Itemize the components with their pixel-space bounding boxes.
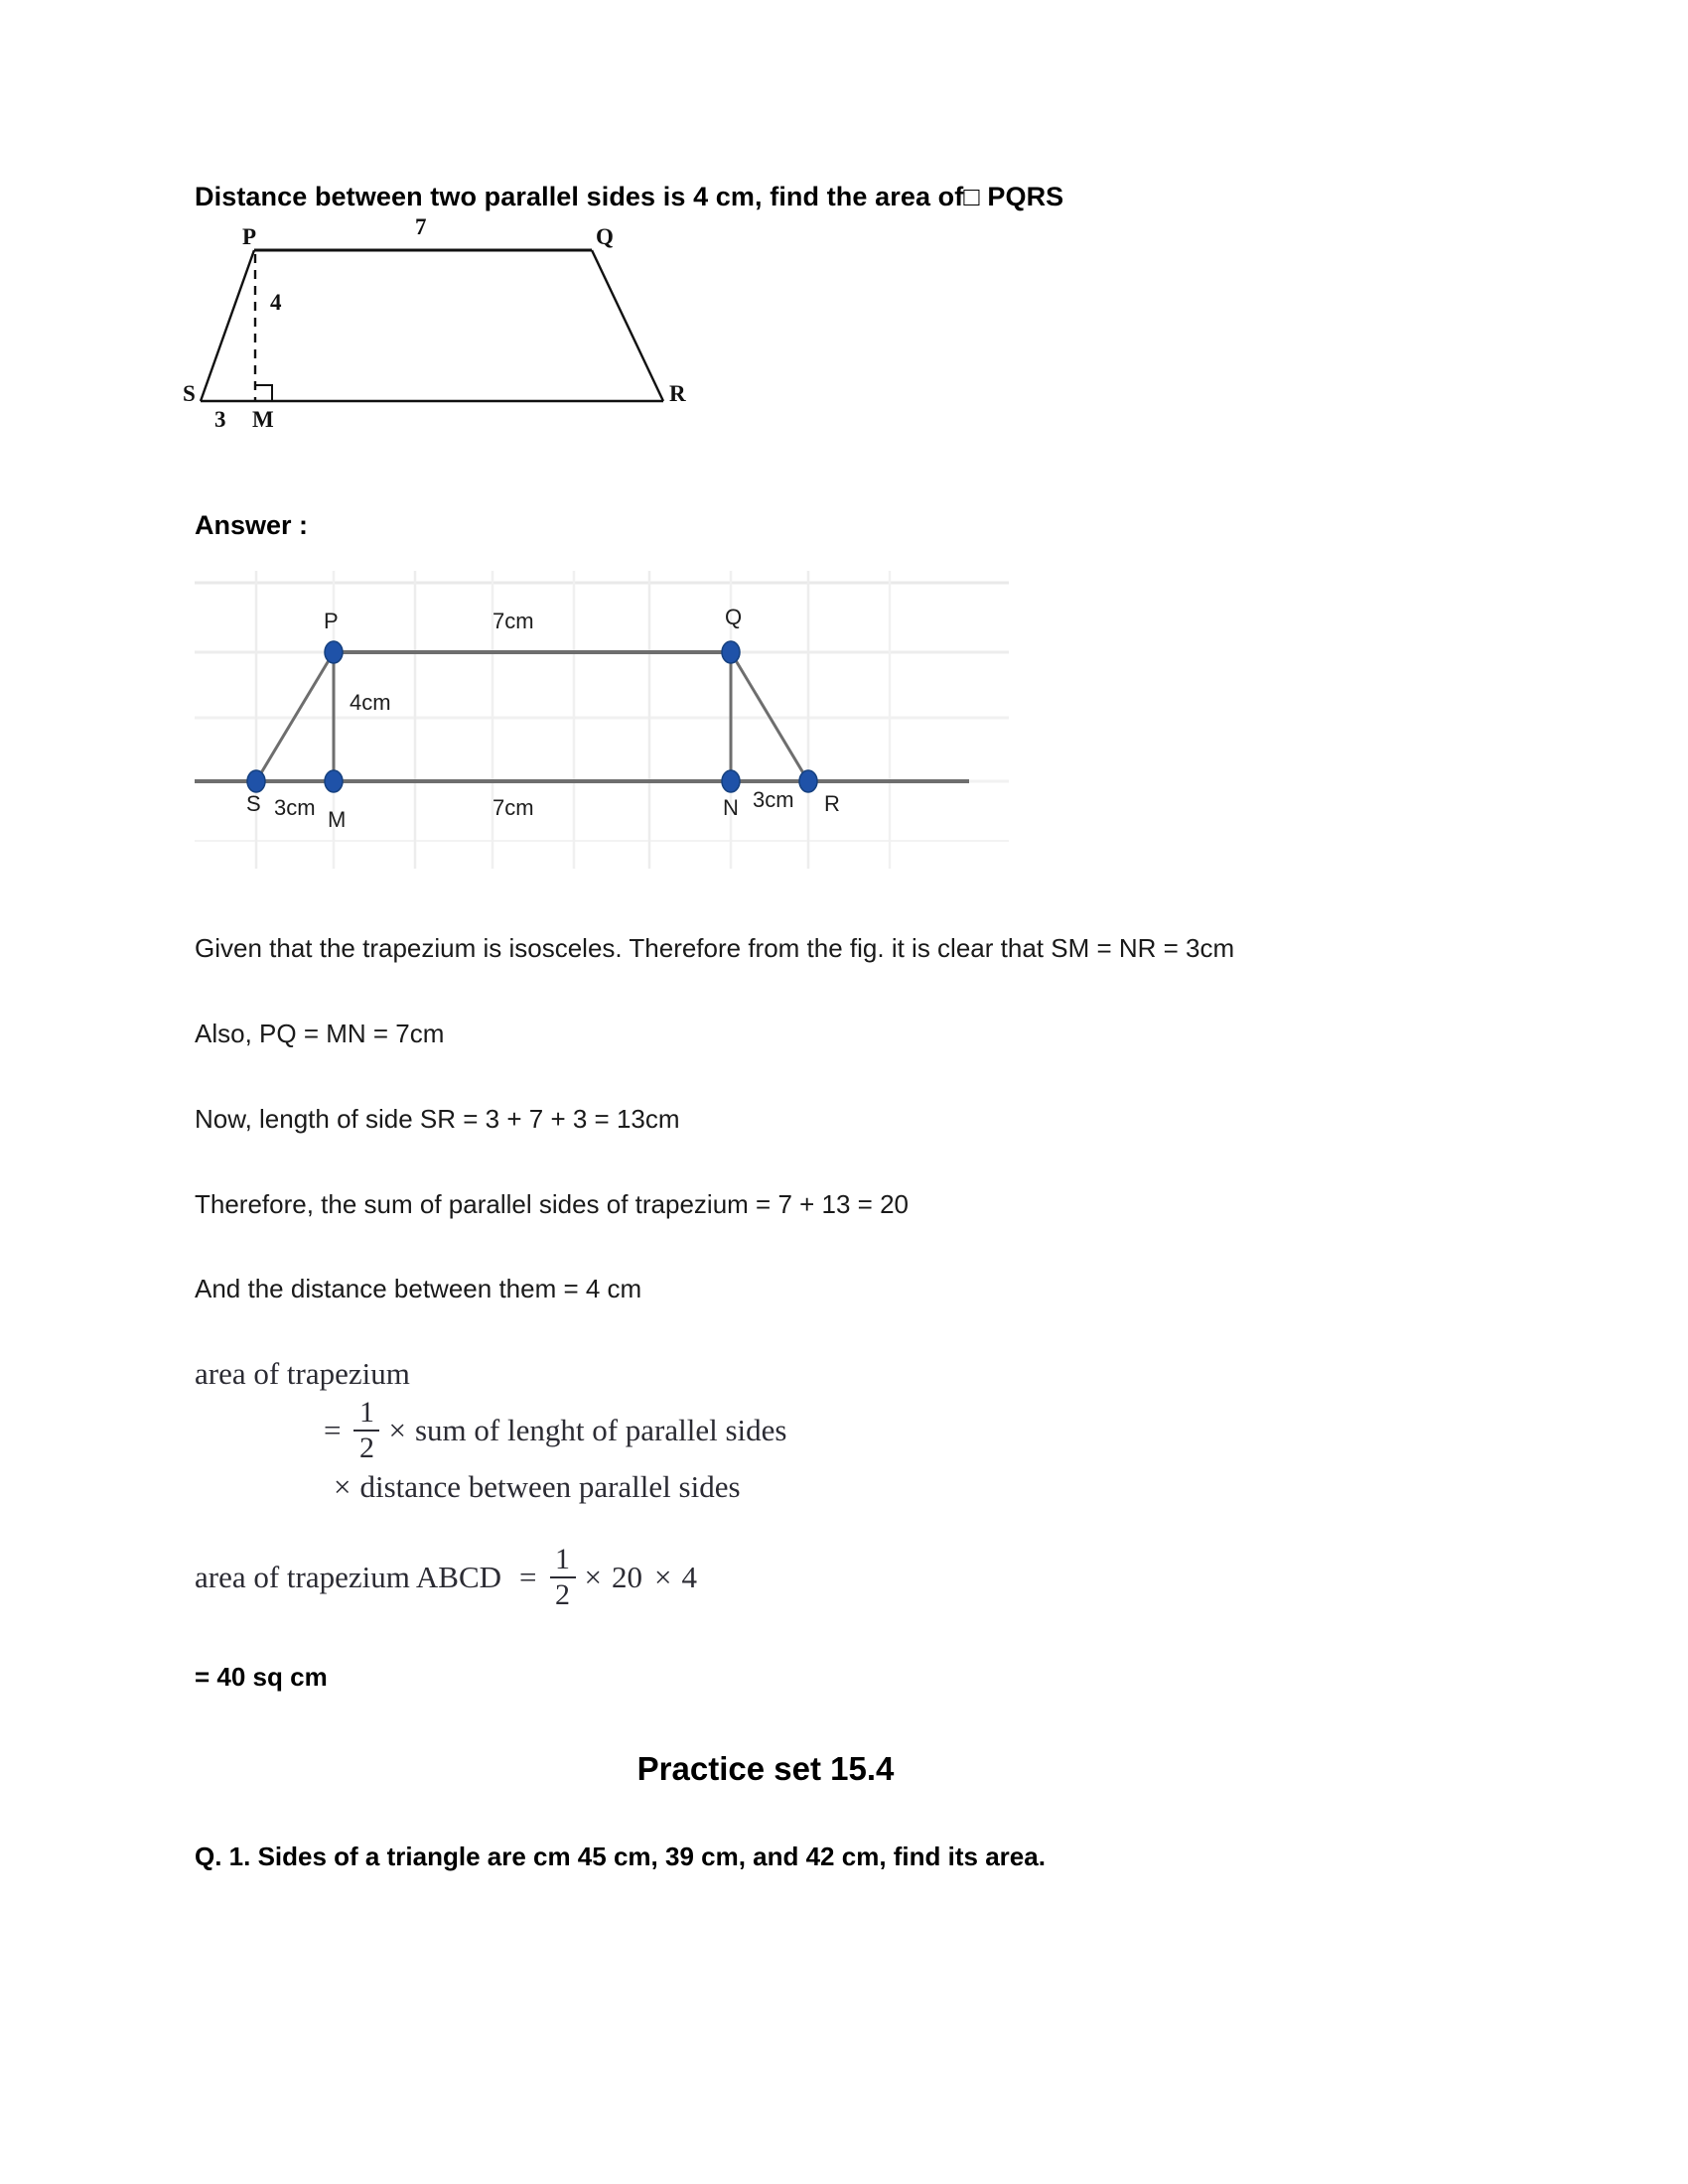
figure2-dim-base-middle: 7cm — [492, 795, 534, 821]
formula-fraction-half — [353, 1395, 379, 1464]
result-fraction-denominator: 2 — [555, 1577, 571, 1611]
figure2-dim-base-left: 3cm — [274, 795, 316, 821]
figure1-dim-base-left: 3 — [214, 407, 226, 433]
formula-result-row — [195, 1542, 1525, 1611]
result-fraction-numerator: 1 — [555, 1542, 571, 1575]
formula-title: area of trapezium — [195, 1355, 410, 1391]
page-content — [183, 179, 1525, 1872]
practice-set-title: Practice set 15.4 — [636, 1749, 895, 1787]
formula-term-2: distance between parallel sides — [359, 1468, 741, 1504]
figure2-label-p: P — [324, 609, 339, 634]
final-answer: = 40 sq cm — [195, 1661, 328, 1692]
trapezium-pqrs-svg — [195, 230, 711, 429]
segment-qr — [592, 250, 663, 401]
trapezium-spqr-svg — [195, 571, 1029, 869]
fraction-denominator: 2 — [358, 1431, 374, 1464]
figure1-label-p: P — [242, 224, 257, 250]
solution-line-3: Now, length of side SR = 3 + 7 + 3 = 13cm — [195, 1103, 680, 1134]
figure-trapezium-pqrs — [183, 214, 711, 433]
figure1-label-q: Q — [596, 224, 614, 250]
result-times-2: × — [654, 1559, 672, 1594]
result-lead: area of trapezium ABCD — [195, 1559, 502, 1594]
vertex-dot-s — [247, 770, 265, 792]
fraction-numerator: 1 — [358, 1395, 374, 1429]
solution-line-4: Therefore, the sum of parallel sides of trapezium = 7 + 13 = 20 — [195, 1188, 910, 1219]
figure2-dim-height: 4cm — [350, 690, 391, 716]
solution-line-2: Also, PQ = MN = 7cm — [195, 1019, 445, 1049]
question-heading: Distance between two parallel sides is 4 cm, find the area of□ PQRS — [195, 182, 1064, 211]
formula-body-row-1 — [324, 1395, 1525, 1464]
next-question: Q. 1. Sides of a triangle are cm 45 cm, 39 cm, and 42 cm, find its area. — [195, 1841, 1046, 1871]
solution-line-5: And the distance between them = 4 cm — [195, 1274, 642, 1304]
result-times-1: × — [584, 1559, 602, 1594]
formula-times-1: × — [388, 1412, 406, 1447]
formula-body-row-2 — [334, 1469, 1525, 1505]
formula-times-2: × — [334, 1468, 352, 1504]
figure2-label-r: R — [824, 791, 840, 817]
result-value-2: 4 — [681, 1559, 697, 1594]
vertex-dot-n — [722, 770, 740, 792]
figure1-dim-top: 7 — [415, 214, 427, 240]
figure1-label-s: S — [183, 381, 196, 407]
formula-title-row — [195, 1356, 1525, 1392]
figure2-dim-top: 7cm — [492, 609, 534, 634]
figure1-dim-height: 4 — [270, 290, 282, 316]
result-equals: = — [519, 1559, 537, 1594]
result-value-1: 20 — [612, 1559, 642, 1594]
solution-line-1: Given that the trapezium is isosceles. Therefore from the fig. it is clear that SM = NR = 3cm — [195, 933, 1235, 964]
segment-sp — [201, 250, 254, 401]
figure2-label-m: M — [328, 807, 347, 833]
vertex-dot-m — [325, 770, 343, 792]
vertex-dot-q — [722, 641, 740, 663]
vertex-dot-r — [799, 770, 817, 792]
answer-label: Answer : — [195, 510, 309, 541]
right-angle-marker — [255, 385, 272, 401]
formula-area-of-trapezium — [195, 1356, 1525, 1505]
formula-term-1: sum of lenght of parallel sides — [414, 1412, 787, 1447]
background-grid — [195, 571, 1009, 869]
figure2-label-n: N — [723, 795, 739, 821]
figure-trapezium-spqr-grid — [195, 571, 1029, 869]
figure1-label-r: R — [669, 381, 686, 407]
figure1-label-m: M — [252, 407, 274, 433]
formula-equals: = — [324, 1412, 342, 1447]
vertex-dot-p — [325, 641, 343, 663]
figure2-dim-base-right: 3cm — [753, 787, 794, 813]
figure2-label-q: Q — [725, 605, 743, 630]
figure2-label-s: S — [246, 791, 261, 817]
result-fraction-half — [550, 1542, 576, 1611]
